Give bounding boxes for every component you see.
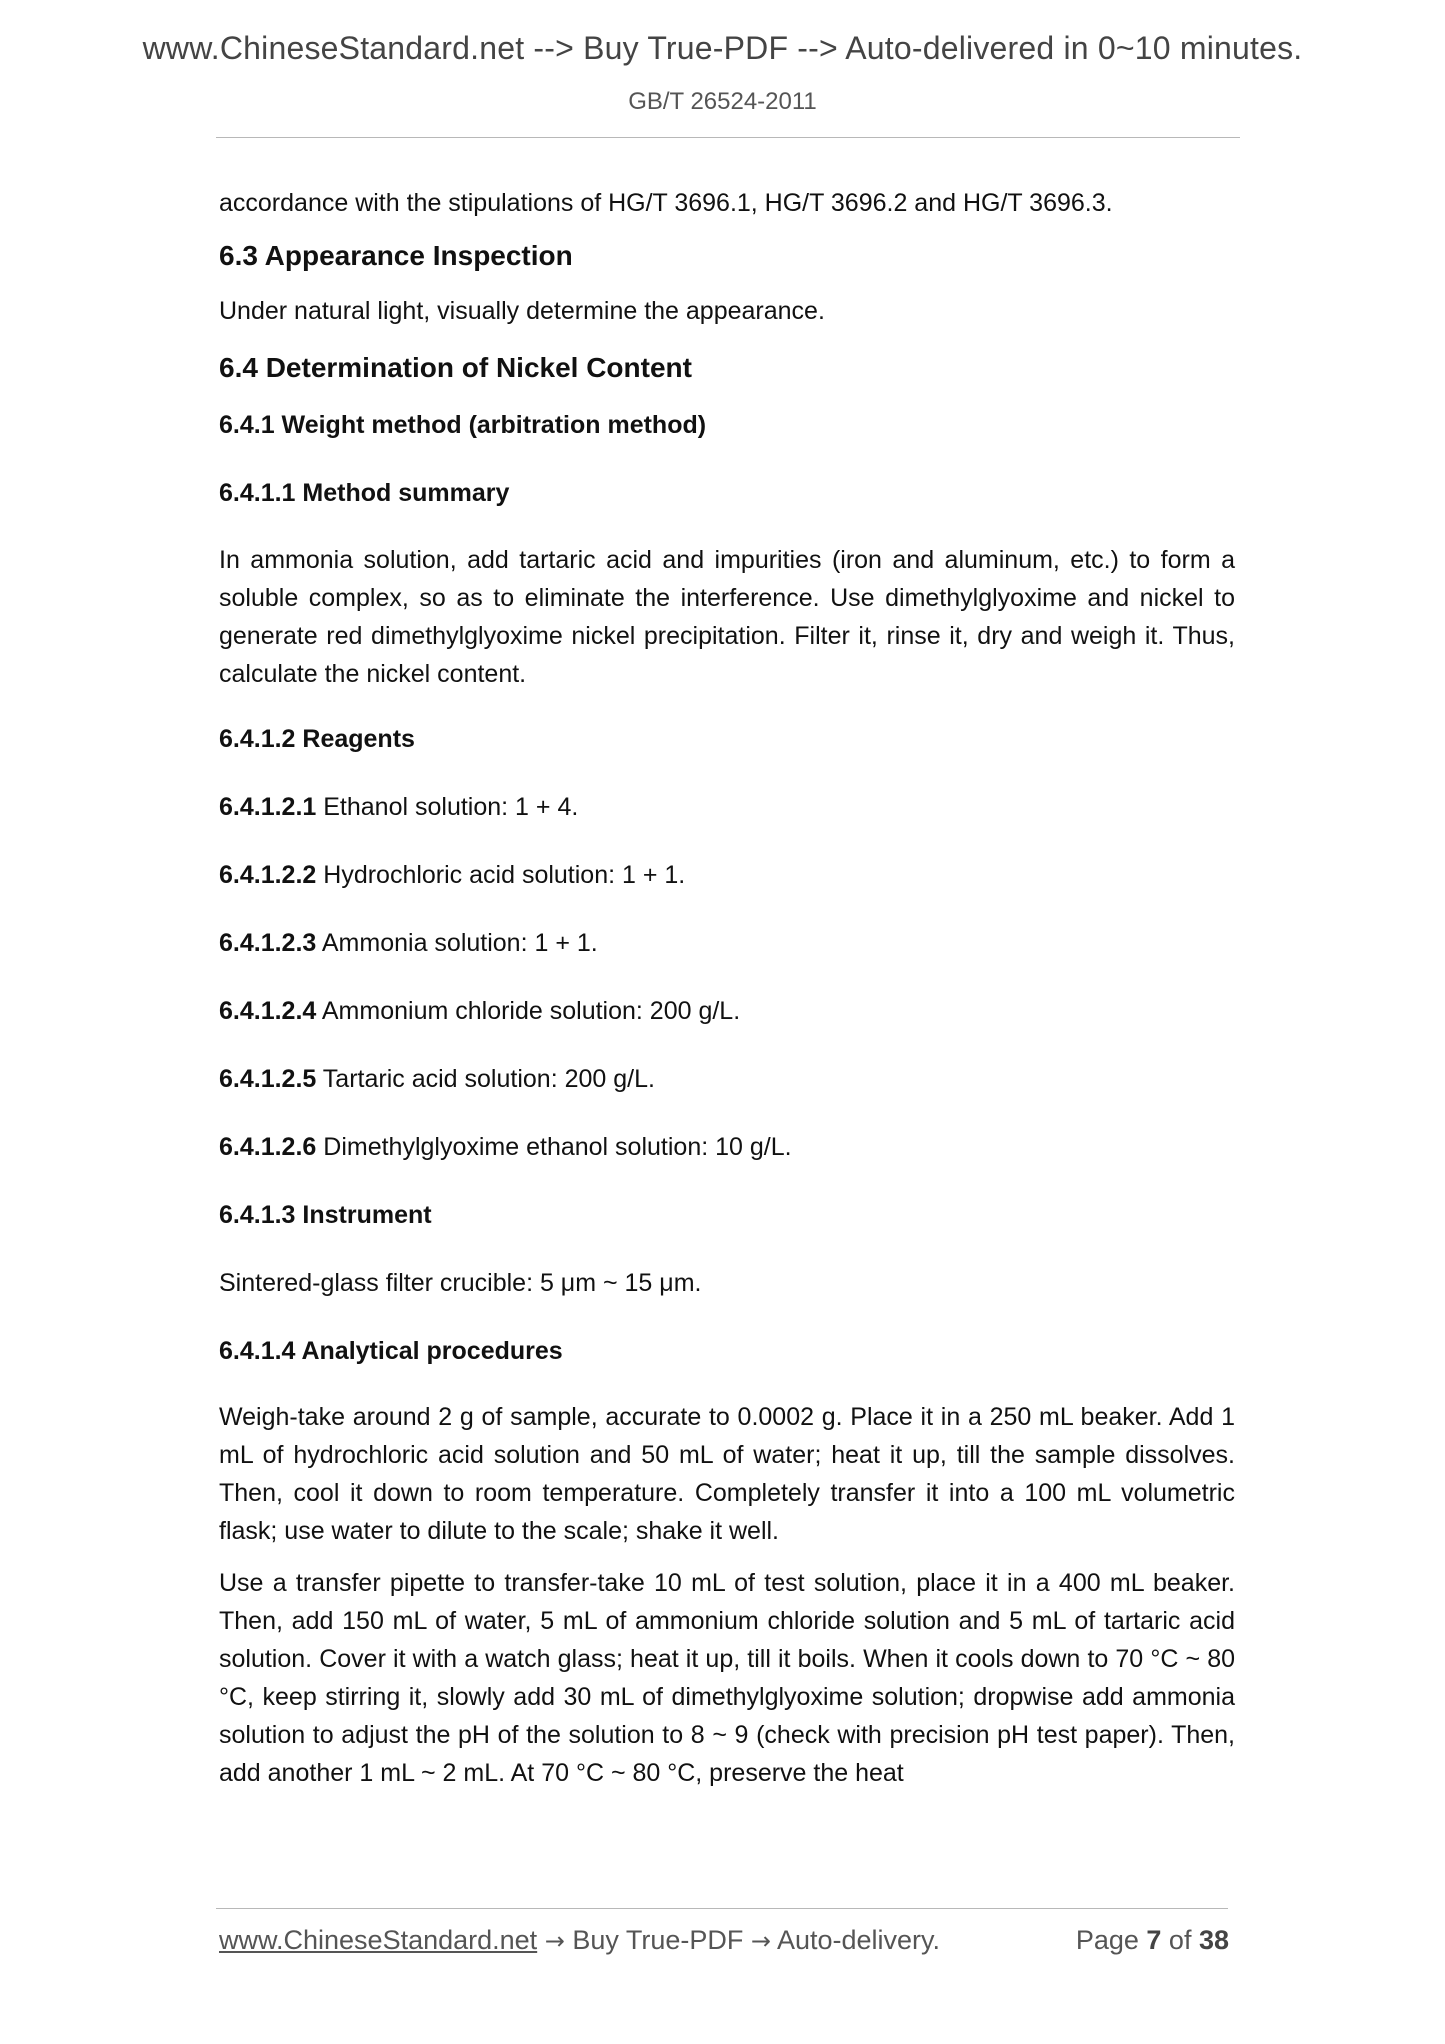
reagent-item [219,1128,1235,1166]
page-footer [219,1925,1229,1965]
heading-6-4: 6.4 Determination of Nickel Content [219,352,692,383]
procedure-paragraph-1: Weigh-take around 2 g of sample, accurate to 0.0002 g. Place it in a 250 mL beaker. Add 1 mL of hydrochloric acid solution and 50 mL of water; heat it up, till the sample dissolves. Then, cool it down to room temperature. Completely transfer it into a 100 mL volumetric flask; use water to dilute to the scale; shake it well. [219,1403,1235,1545]
of-label: of [1161,1925,1199,1955]
total-pages: 38 [1198,1925,1229,1955]
footer-promo [219,1925,940,1956]
reagent-text: Tartaric acid solution: 200 g/L. [316,1065,655,1093]
reagent-text: Hydrochloric acid solution: 1 + 1. [316,861,686,889]
reagent-number: 6.4.1.2.4 [219,997,317,1025]
paragraph-6-4-1-3: Sintered-glass filter crucible: 5 μm ~ 15 μm. [219,1269,702,1297]
reagent-text: Ethanol solution: 1 + 4. [316,793,579,821]
arrow-right-icon: → [544,1927,565,1955]
reagent-text: Dimethylglyoxime ethanol solution: 10 g/L. [316,1133,792,1161]
intro-paragraph: accordance with the stipulations of HG/T 3696.1, HG/T 3696.2 and HG/T 3696.3. [219,189,1113,217]
arrow-right-icon: → [750,1927,771,1955]
standard-code: GB/T 26524-2011 [628,88,817,115]
reagent-number: 6.4.1.2.3 [219,929,317,957]
reagent-item [219,856,1235,894]
reagent-number: 6.4.1.2.5 [219,1065,317,1093]
footer-delivery-text: Auto-delivery. [770,1925,941,1955]
reagent-number: 6.4.1.2.2 [219,861,317,889]
reagent-item [219,924,1235,962]
heading-6-4-1: 6.4.1 Weight method (arbitration method) [219,411,707,439]
heading-6-4-1-1: 6.4.1.1 Method summary [219,479,510,507]
reagent-text: Ammonium chloride solution: 200 g/L. [316,997,741,1025]
heading-6-4-1-3: 6.4.1.3 Instrument [219,1201,432,1229]
footer-site-link[interactable]: www.ChineseStandard.net [219,1925,538,1955]
reagent-item [219,992,1235,1030]
document-body [219,184,1235,1792]
header-divider [216,137,1240,138]
paragraph-6-3: Under natural light, visually determine the appearance. [219,297,825,325]
site-banner: www.ChineseStandard.net --> Buy True-PDF --> Auto-delivered in 0~10 minutes. [142,30,1303,66]
reagent-item [219,1060,1235,1098]
footer-divider [216,1908,1228,1909]
procedure-paragraph-2: Use a transfer pipette to transfer-take 10 mL of test solution, place it in a 400 mL beaker. Then, add 150 mL of water, 5 mL of ammonium chloride solution and 5 mL of tartaric acid solution. Cover it with a watch glass; heat it up, till it boils. When it cools down to 70 °C ~ 80 °C, keep stirring it, slowly add 30 mL of dimethylglyoxime solution; dropwise add ammonia solution to adjust the pH of the solution to 8 ~ 9 (check with precision pH test paper). Then, add another 1 mL ~ 2 mL. At 70 °C ~ 80 °C, preserve the heat [219,1569,1235,1787]
footer-buy-text: Buy True-PDF [564,1925,751,1955]
heading-6-3: 6.3 Appearance Inspection [219,240,573,271]
heading-6-4-1-4: 6.4.1.4 Analytical procedures [219,1337,563,1365]
reagent-item [219,788,1235,826]
paragraph-6-4-1-1: In ammonia solution, add tartaric acid and impurities (iron and aluminum, etc.) to form a soluble complex, so as to eliminate the interference. Use dimethylglyoxime and nickel to generate red dimethylglyoxime nickel precipitation. Filter it, rinse it, dry and weigh it. Thus, calculate the nickel content. [219,546,1235,688]
heading-6-4-1-2: 6.4.1.2 Reagents [219,725,415,753]
page-indicator [1076,1925,1229,1956]
reagent-number: 6.4.1.2.6 [219,1133,317,1161]
reagent-text: Ammonia solution: 1 + 1. [316,929,598,957]
reagent-number: 6.4.1.2.1 [219,793,317,821]
page-label: Page [1075,1925,1147,1955]
current-page: 7 [1146,1925,1162,1955]
